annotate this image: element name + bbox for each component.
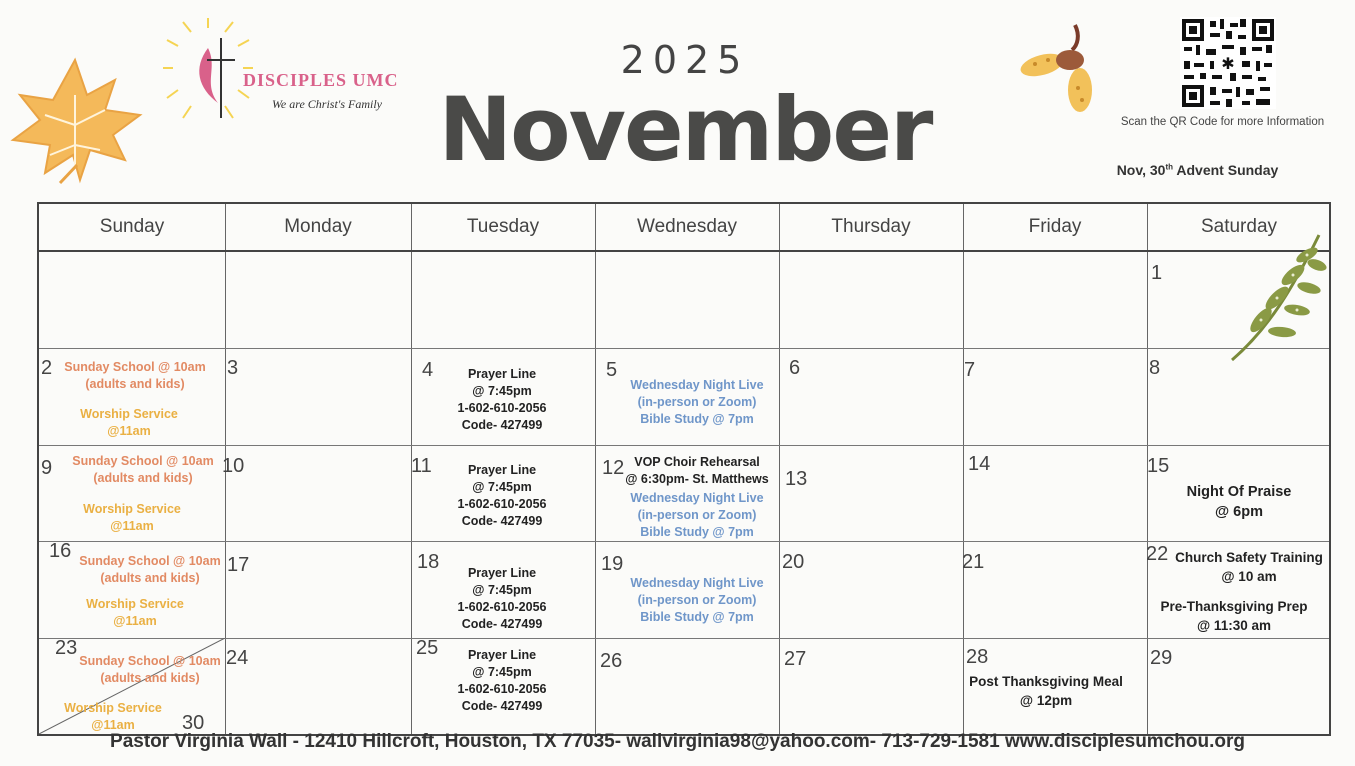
event-line: (adults and kids) <box>85 377 185 391</box>
event-line: Prayer Line <box>467 367 537 381</box>
event-line: Wednesday Night Live <box>630 378 764 392</box>
event-line: Code- 427499 <box>461 418 543 432</box>
day-number: 21 <box>962 551 985 573</box>
day-number: 18 <box>417 551 440 573</box>
event-sunday-school <box>61 453 225 487</box>
event-post-thanksgiving-meal <box>966 672 1126 710</box>
event-line: Prayer Line <box>467 463 537 477</box>
event-line: Worship Service <box>83 502 181 516</box>
event-line: Worship Service <box>86 597 184 611</box>
event-line: Wednesday Night Live <box>630 576 764 590</box>
event-line: @ 7:45pm <box>472 665 532 679</box>
event-line: @ 7:45pm <box>472 384 532 398</box>
event-pre-thanksgiving-prep <box>1154 597 1314 635</box>
logo-tagline: We are Christ's Family <box>272 97 383 111</box>
event-vop-choir <box>617 454 777 488</box>
advent-note <box>1085 162 1310 178</box>
event-line: (adults and kids) <box>100 571 200 585</box>
grid-line <box>779 204 780 734</box>
grid-line <box>39 445 1329 446</box>
event-night-of-praise <box>1164 482 1314 522</box>
weekday-header: Wednesday <box>637 216 737 237</box>
event-wednesday-night-live <box>617 490 777 541</box>
day-number: 30 <box>182 712 205 734</box>
event-line: @ 10 am <box>1221 569 1277 584</box>
weekday-header: Sunday <box>99 216 165 237</box>
event-line: 1-602-610-2056 <box>457 497 547 511</box>
day-number: 14 <box>968 453 991 475</box>
svg-text:✱: ✱ <box>1221 54 1235 73</box>
footer-contact: Pastor Virginia Wall - 12410 Hillcroft, Houston, TX 77035- wallvirginia98@yahoo.com- 713-729-1581 www.disciplesumchou.org <box>110 731 1245 752</box>
event-line: (in-person or Zoom) <box>637 395 757 409</box>
day-number: 29 <box>1150 647 1173 669</box>
day-number: 17 <box>227 554 250 576</box>
grid-line <box>963 204 964 734</box>
acorn-icon <box>1020 20 1105 115</box>
event-line: Code- 427499 <box>461 617 543 631</box>
day-number: 5 <box>606 359 618 381</box>
event-line: Prayer Line <box>467 566 537 580</box>
weekday-header: Friday <box>1028 216 1082 237</box>
qr-code-icon[interactable] <box>1180 17 1276 109</box>
event-sunday-school <box>69 553 231 587</box>
event-line: Post Thanksgiving Meal <box>969 674 1123 689</box>
calendar-year: 2025 <box>620 38 750 82</box>
weekday-header: Thursday <box>831 216 911 237</box>
event-line: Pre-Thanksgiving Prep <box>1160 599 1308 614</box>
event-line: Worship Service <box>64 701 162 715</box>
event-line: @ 7:45pm <box>472 480 532 494</box>
event-line: (adults and kids) <box>100 671 200 685</box>
day-number: 12 <box>602 457 625 479</box>
grid-line <box>595 204 596 734</box>
event-sunday-school <box>53 359 217 393</box>
grid-line <box>39 348 1329 349</box>
day-number: 23 <box>55 637 78 659</box>
calendar-grid <box>37 202 1331 736</box>
event-line: Code- 427499 <box>461 699 543 713</box>
event-line: (in-person or Zoom) <box>637 508 757 522</box>
event-line: Prayer Line <box>467 648 537 662</box>
day-number: 25 <box>416 637 439 659</box>
day-number: 22 <box>1146 543 1169 565</box>
event-line: @11am <box>91 718 135 732</box>
event-line: Bible Study @ 7pm <box>640 525 754 539</box>
event-line: @11am <box>110 519 154 533</box>
day-number: 2 <box>41 357 53 379</box>
advent-suffix: Advent Sunday <box>1176 162 1279 178</box>
event-line: VOP Choir Rehearsal <box>634 455 760 469</box>
day-number: 27 <box>784 648 807 670</box>
weekday-header: Monday <box>284 216 352 237</box>
event-worship <box>53 596 217 630</box>
day-number: 6 <box>789 357 801 379</box>
event-line: 1-602-610-2056 <box>457 600 547 614</box>
grid-line <box>39 250 1329 252</box>
grid-line <box>39 638 1329 639</box>
event-line: @11am <box>113 614 157 628</box>
day-number: 8 <box>1149 357 1161 379</box>
event-line: (adults and kids) <box>93 471 193 485</box>
event-line: (in-person or Zoom) <box>637 593 757 607</box>
event-wednesday-night-live <box>617 377 777 428</box>
day-number: 10 <box>222 455 245 477</box>
day-number: 15 <box>1147 455 1170 477</box>
event-line: 1-602-610-2056 <box>457 682 547 696</box>
event-worship <box>47 406 211 440</box>
weekday-header: Saturday <box>1200 216 1278 237</box>
event-line: Code- 427499 <box>461 514 543 528</box>
event-sunday-school <box>69 653 231 687</box>
day-number: 13 <box>785 468 808 490</box>
calendar-month: November <box>438 78 932 181</box>
day-number: 28 <box>966 646 989 668</box>
event-line: Night Of Praise <box>1186 484 1292 500</box>
day-number: 3 <box>227 357 239 379</box>
event-line: @ 6:30pm- St. Matthews <box>625 472 769 486</box>
event-worship <box>50 501 214 535</box>
day-number: 1 <box>1151 262 1163 284</box>
day-number: 16 <box>49 540 72 562</box>
weekday-header: Tuesday <box>466 216 540 237</box>
cross-flame-logo <box>163 18 253 128</box>
event-prayer-line <box>427 647 577 715</box>
day-number: 24 <box>226 647 249 669</box>
day-number: 7 <box>964 359 976 381</box>
qr-caption: Scan the QR Code for more Information <box>1120 116 1325 128</box>
event-prayer-line <box>427 565 577 633</box>
event-line: Worship Service <box>80 407 178 421</box>
maple-leaf-icon <box>5 55 145 185</box>
event-church-safety-training <box>1169 548 1329 586</box>
event-line: Sunday School @ 10am <box>79 554 221 568</box>
day-number: 9 <box>41 457 53 479</box>
event-line: Sunday School @ 10am <box>79 654 221 668</box>
event-line: Bible Study @ 7pm <box>640 412 754 426</box>
logo-title: DISCIPLES UMC <box>243 70 399 90</box>
event-prayer-line <box>427 366 577 434</box>
event-line: Sunday School @ 10am <box>72 454 214 468</box>
event-line: Wednesday Night Live <box>630 491 764 505</box>
event-worship <box>31 700 195 734</box>
advent-sup: th <box>1165 162 1174 172</box>
event-line: Sunday School @ 10am <box>64 360 206 374</box>
event-line: @ 11:30 am <box>1197 618 1271 633</box>
event-line: @ 12pm <box>1019 693 1073 708</box>
event-line: Church Safety Training <box>1175 550 1323 565</box>
event-line: Bible Study @ 7pm <box>640 610 754 624</box>
event-wednesday-night-live <box>617 575 777 626</box>
event-line: @ 7:45pm <box>472 583 532 597</box>
event-line: @11am <box>107 424 151 438</box>
day-number: 11 <box>411 455 432 477</box>
event-prayer-line <box>427 462 577 530</box>
fern-icon <box>1227 230 1327 365</box>
event-line: 1-602-610-2056 <box>457 401 547 415</box>
event-line: @ 6pm <box>1215 504 1263 520</box>
day-number: 4 <box>422 359 434 381</box>
grid-line <box>39 541 1329 542</box>
day-number: 19 <box>601 553 624 575</box>
day-number: 20 <box>782 551 805 573</box>
day-number: 26 <box>600 650 623 672</box>
advent-prefix: Nov, 30 <box>1116 162 1166 178</box>
